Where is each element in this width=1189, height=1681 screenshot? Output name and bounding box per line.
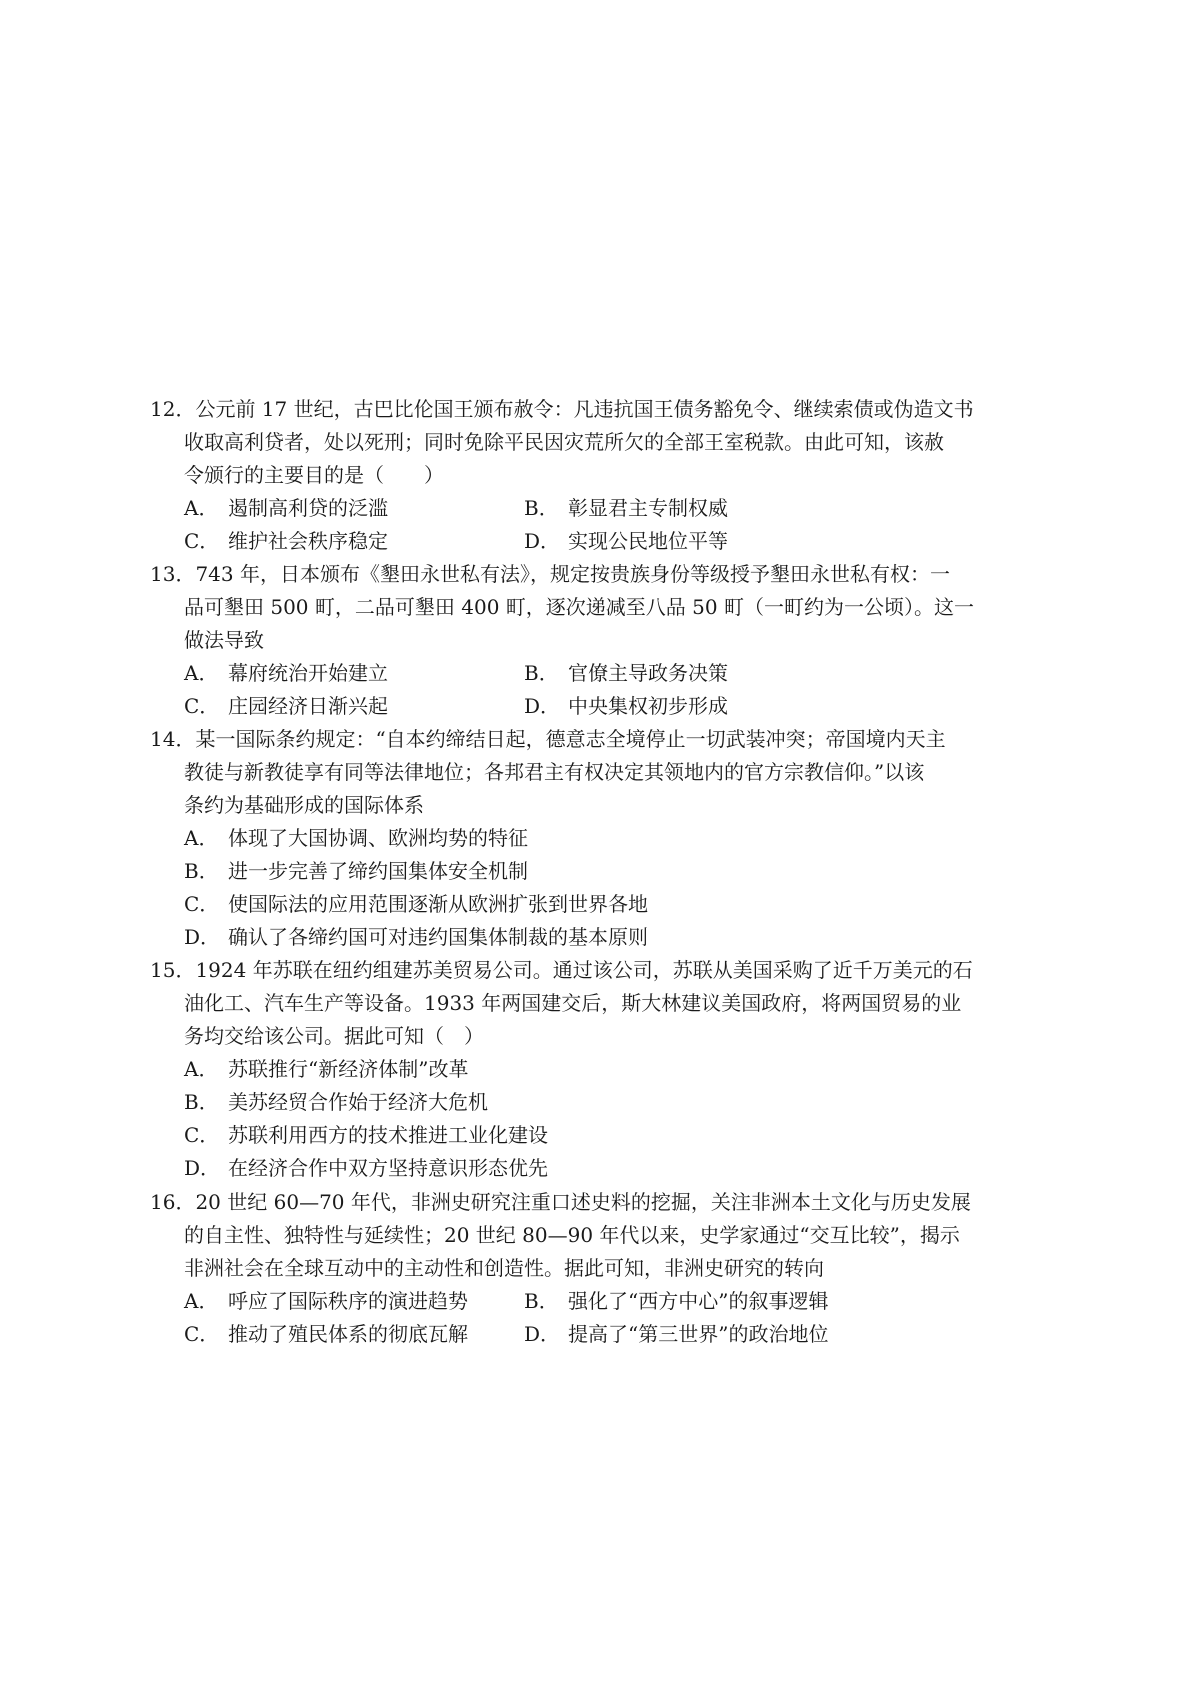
option-row (150, 1285, 1010, 1318)
option-text: 幕府统治开始建立 (228, 661, 388, 685)
option-row (150, 1318, 1010, 1351)
option-letter: C． (184, 529, 220, 553)
question-stem-text: 公元前 17 世纪，古巴比伦国王颁布赦令：凡违抗国王债务豁免令、继续索债或伪造文书 (195, 397, 974, 421)
question-12 (150, 393, 1010, 558)
option-letter: B． (524, 496, 559, 520)
question-stem-line: 品可墾田 500 町，二品可墾田 400 町，逐次递减至八品 50 町（一町约为一公顷）。这一 (184, 595, 974, 619)
question-stem-line: 的自主性、独特性与延续性；20 世纪 80—90 年代以来，史学家通过“交互比较”，揭示 (184, 1223, 960, 1247)
option-b[interactable] (524, 1285, 828, 1318)
question-number: 15． (150, 958, 196, 982)
question-number: 13． (150, 562, 196, 586)
option-text: 推动了殖民体系的彻底瓦解 (228, 1322, 468, 1346)
option-text: 彰显君主专制权威 (568, 496, 728, 520)
option-text: 使国际法的应用范围逐渐从欧洲扩张到世界各地 (228, 892, 648, 916)
option-text: 进一步完善了缔约国集体安全机制 (228, 859, 528, 883)
option-text: 美苏经贸合作始于经济大危机 (228, 1090, 488, 1114)
question-stem-text: 20 世纪 60—70 年代，非洲史研究注重口述史料的挖掘，关注非洲本土文化与历史发展 (195, 1190, 971, 1214)
option-text: 确认了各缔约国可对违约国集体制裁的基本原则 (228, 925, 648, 949)
option-text: 强化了“西方中心”的叙事逻辑 (568, 1289, 829, 1313)
option-letter: A． (184, 661, 219, 685)
question-stem-text: 743 年，日本颁布《墾田永世私有法》，规定按贵族身份等级授予墾田永世私有权：一 (195, 562, 950, 586)
question-stem-text: 1924 年苏联在纽约组建苏美贸易公司。通过该公司，苏联从美国采购了近千万美元的石 (195, 958, 973, 982)
option-letter: B． (184, 1090, 219, 1114)
option-a[interactable] (150, 822, 1010, 855)
option-c[interactable] (184, 525, 524, 558)
question-stem-line (150, 723, 1010, 756)
option-d[interactable] (150, 921, 1010, 954)
option-text: 维护社会秩序稳定 (228, 529, 388, 553)
option-b[interactable] (524, 657, 728, 690)
option-text: 苏联推行“新经济体制”改革 (228, 1057, 469, 1081)
question-stem-line: 令颁行的主要目的是（ ） (184, 463, 444, 487)
option-row (150, 492, 1010, 525)
question-13 (150, 558, 1010, 723)
option-letter: A． (184, 1289, 219, 1313)
option-text: 官僚主导政务决策 (568, 661, 728, 685)
option-letter: A． (184, 496, 219, 520)
question-stem-line: 做法导致 (184, 628, 264, 652)
question-15 (150, 954, 1010, 1185)
question-14 (150, 723, 1010, 954)
option-text: 实现公民地位平等 (568, 529, 728, 553)
option-letter: A． (184, 826, 219, 850)
option-letter: B． (524, 1289, 559, 1313)
option-letter: D． (524, 529, 561, 553)
question-stem-line (150, 954, 1010, 987)
option-text: 体现了大国协调、欧洲均势的特征 (228, 826, 528, 850)
option-b[interactable] (524, 492, 728, 525)
option-text: 中央集权初步形成 (568, 694, 728, 718)
option-a[interactable] (184, 1285, 524, 1318)
option-row (150, 657, 1010, 690)
option-a[interactable] (184, 492, 524, 525)
option-d[interactable] (150, 1152, 1010, 1185)
question-number: 14． (150, 727, 196, 751)
question-stem-text: 某一国际条约规定：“自本约缔结日起，德意志全境停止一切武装冲突；帝国境内天主 (195, 727, 946, 751)
option-c[interactable] (150, 1119, 1010, 1152)
question-stem-line: 非洲社会在全球互动中的主动性和创造性。据此可知，非洲史研究的转向 (184, 1256, 824, 1280)
option-d[interactable] (524, 525, 728, 558)
question-stem-line: 收取高利贷者，处以死刑；同时免除平民因灾荒所欠的全部王室税款。由此可知，该赦 (184, 430, 944, 454)
question-stem-line (150, 558, 1010, 591)
option-letter: C． (184, 1123, 220, 1147)
option-letter: C． (184, 892, 220, 916)
option-letter: B． (524, 661, 559, 685)
option-d[interactable] (524, 690, 728, 723)
question-stem-line: 教徒与新教徒享有同等法律地位；各邦君主有权决定其领地内的官方宗教信仰。”以该 (184, 760, 925, 784)
option-text: 遏制高利贷的泛滥 (228, 496, 388, 520)
question-16 (150, 1186, 1010, 1351)
option-letter: B． (184, 859, 219, 883)
option-b[interactable] (150, 1086, 1010, 1119)
option-c[interactable] (184, 1318, 524, 1351)
option-a[interactable] (184, 657, 524, 690)
option-letter: D． (184, 925, 221, 949)
option-letter: C． (184, 694, 220, 718)
question-number: 16． (150, 1190, 196, 1214)
option-letter: D． (524, 694, 561, 718)
option-text: 苏联利用西方的技术推进工业化建设 (228, 1123, 548, 1147)
option-d[interactable] (524, 1318, 828, 1351)
question-stem-line: 务均交给该公司。据此可知（ ） (184, 1024, 484, 1048)
option-c[interactable] (150, 888, 1010, 921)
question-stem-line (150, 1186, 1010, 1219)
question-stem-line: 油化工、汽车生产等设备。1933 年两国建交后，斯大林建议美国政府，将两国贸易的业 (184, 991, 962, 1015)
option-letter: D． (184, 1156, 221, 1180)
option-row (150, 690, 1010, 723)
option-letter: D． (524, 1322, 561, 1346)
option-text: 庄园经济日渐兴起 (228, 694, 388, 718)
question-stem-line: 条约为基础形成的国际体系 (184, 793, 424, 817)
option-letter: C． (184, 1322, 220, 1346)
option-text: 提高了“第三世界”的政治地位 (568, 1322, 829, 1346)
option-b[interactable] (150, 855, 1010, 888)
option-letter: A． (184, 1057, 219, 1081)
option-text: 在经济合作中双方坚持意识形态优先 (228, 1156, 548, 1180)
option-row (150, 525, 1010, 558)
option-a[interactable] (150, 1053, 1010, 1086)
option-c[interactable] (184, 690, 524, 723)
question-stem-line (150, 393, 1010, 426)
option-text: 呼应了国际秩序的演进趋势 (228, 1289, 468, 1313)
question-number: 12． (150, 397, 196, 421)
